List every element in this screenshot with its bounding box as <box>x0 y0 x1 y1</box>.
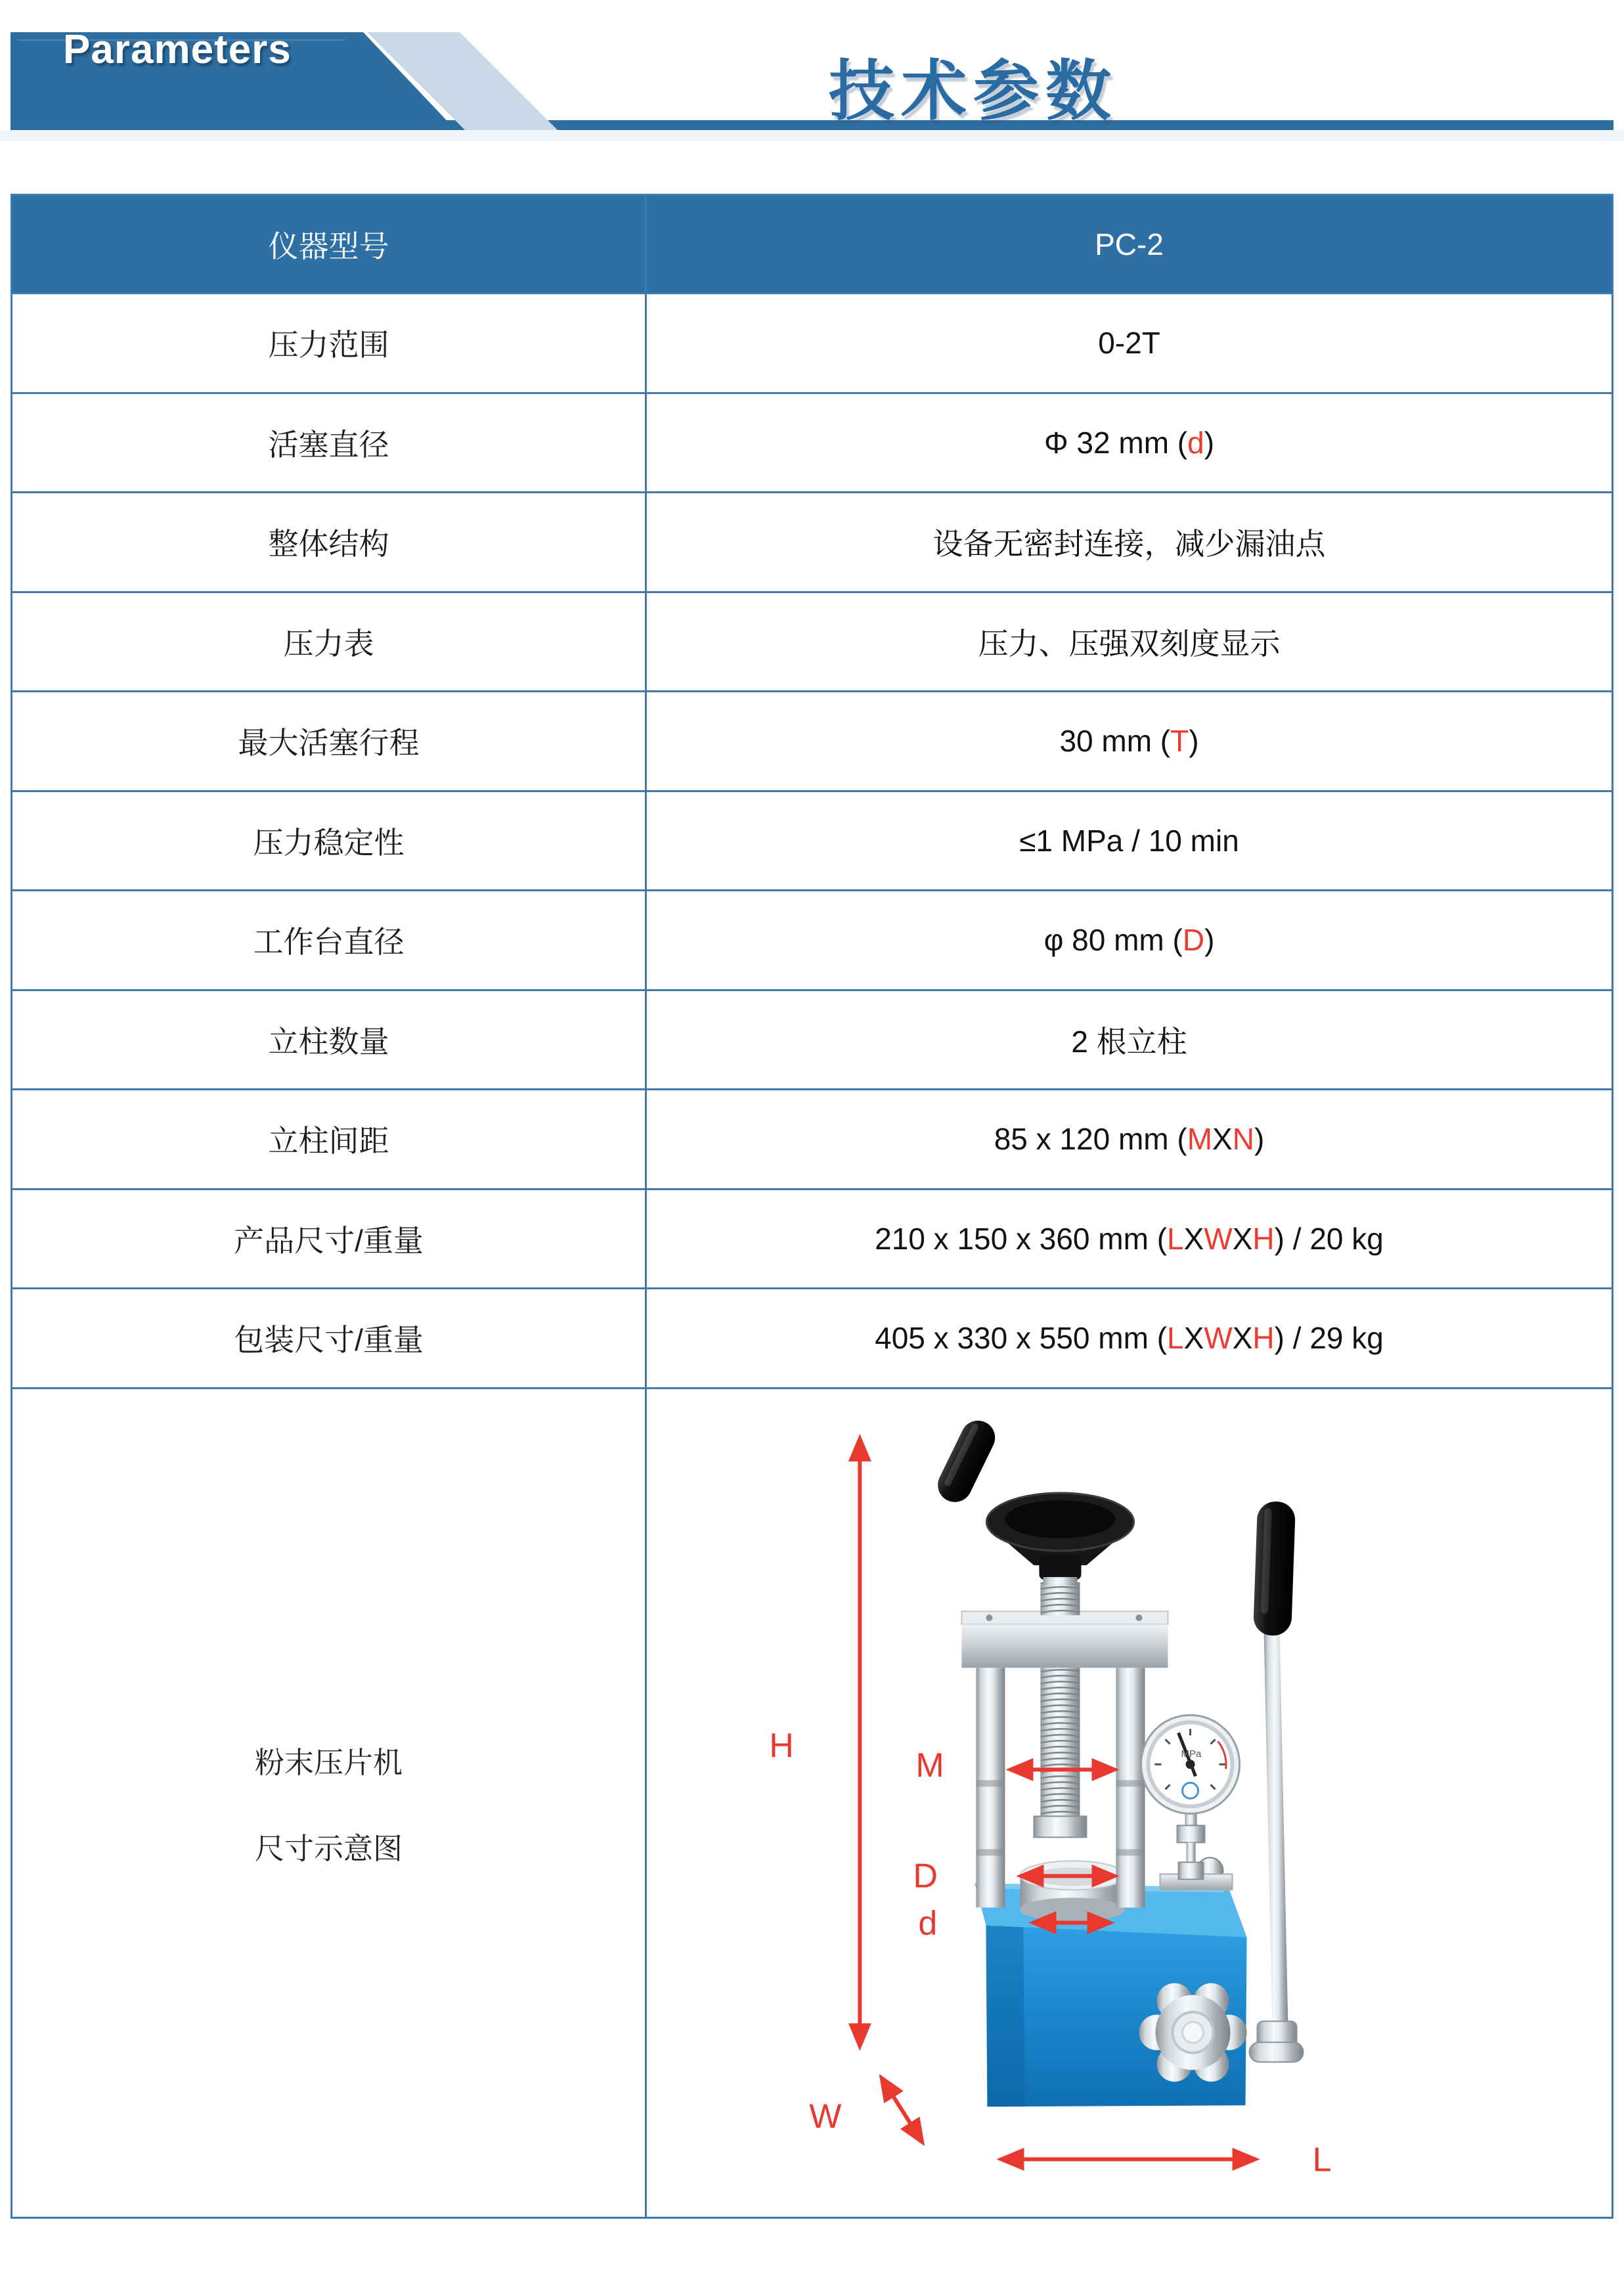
gauge-unit-label: MPa <box>1181 1748 1202 1760</box>
dim-label-w: W <box>809 2097 842 2135</box>
diagram-caption-line1: 粉末压片机 <box>254 1745 403 1779</box>
spec-label: 活塞直径 <box>12 392 647 492</box>
value-segment: ) <box>1204 425 1215 460</box>
spec-value <box>647 889 1612 989</box>
value-segment: 2 根立柱 <box>1071 1024 1187 1059</box>
spec-label: 立柱间距 <box>12 1088 647 1188</box>
spec-label: 立柱数量 <box>12 989 647 1089</box>
header-label-cell: 仪器型号 <box>12 196 647 292</box>
spec-value <box>647 491 1612 591</box>
dimension-arrow-w <box>809 2078 922 2142</box>
value-segment: X <box>1212 1122 1233 1157</box>
dim-label-m: M <box>915 1746 944 1785</box>
handwheel <box>986 1493 1133 1585</box>
value-segment-red: H <box>1252 1321 1275 1356</box>
spec-label: 整体结构 <box>12 491 647 591</box>
value-segment: X <box>1232 1221 1253 1256</box>
spec-label: 产品尺寸/重量 <box>12 1188 647 1288</box>
spec-value <box>647 790 1612 890</box>
dim-label-l: L <box>1312 2140 1332 2179</box>
value-segment: X <box>1183 1221 1204 1256</box>
value-segment: X <box>1183 1321 1204 1356</box>
value-segment: ) / 29 kg <box>1274 1321 1384 1356</box>
value-segment: ) <box>1189 724 1199 759</box>
spec-value <box>647 392 1612 492</box>
dimension-arrow-m <box>915 1746 1114 1785</box>
value-segment: 压力、压强双刻度显示 <box>978 626 1281 661</box>
crank-handle <box>932 1415 1001 1507</box>
value-segment-red: W <box>1204 1221 1233 1256</box>
value-segment: φ 80 mm ( <box>1043 923 1183 958</box>
value-segment: 210 x 150 x 360 mm ( <box>875 1221 1168 1256</box>
banner-under-strip <box>0 130 1624 141</box>
pump-lever <box>1250 1501 1304 2062</box>
spec-label: 工作台直径 <box>12 889 647 989</box>
dim-label-h: H <box>769 1726 794 1765</box>
value-segment: X <box>1232 1321 1253 1356</box>
spec-label: 最大活塞行程 <box>12 690 647 790</box>
header-value-cell: PC-2 <box>647 196 1612 292</box>
value-segment-red: d <box>1187 425 1204 460</box>
dimension-arrow-l <box>1001 2141 1331 2179</box>
value-segment: ≤1 MPa / 10 min <box>1019 823 1239 858</box>
lead-screw-lower <box>1034 1668 1086 1837</box>
press-dimension-diagram <box>647 1389 1612 2217</box>
value-segment: 30 mm ( <box>1059 724 1171 759</box>
spec-table <box>11 194 1613 2219</box>
value-segment: ) <box>1204 923 1215 958</box>
spec-label: 包装尺寸/重量 <box>12 1287 647 1387</box>
spec-value <box>647 1188 1612 1288</box>
value-segment: 0-2T <box>1098 326 1160 361</box>
spec-value <box>647 989 1612 1089</box>
value-segment-red: D <box>1182 923 1205 958</box>
lead-screw-upper <box>1040 1582 1080 1615</box>
value-segment: 85 x 120 mm ( <box>994 1122 1187 1157</box>
dimension-arrow-h <box>769 1438 860 2046</box>
value-segment-red: T <box>1170 724 1189 759</box>
spec-value <box>647 591 1612 691</box>
dim-label-d-upper: D <box>913 1856 938 1895</box>
value-segment-red: H <box>1252 1221 1275 1256</box>
value-segment: ) / 20 kg <box>1274 1221 1384 1256</box>
value-segment-red: L <box>1167 1321 1184 1356</box>
working-table-platen <box>1020 1861 1125 1921</box>
spec-label: 压力表 <box>12 591 647 691</box>
dim-label-d-lower: d <box>918 1903 938 1942</box>
value-segment: Φ 32 mm ( <box>1043 425 1188 460</box>
diagram-cell <box>647 1387 1612 2217</box>
spec-value <box>647 292 1612 392</box>
value-segment-red: W <box>1204 1321 1233 1356</box>
diagram-caption-line2: 尺寸示意图 <box>254 1831 403 1865</box>
page-title: 技术参数 <box>829 55 1118 128</box>
spec-value <box>647 1088 1612 1188</box>
value-segment-red: L <box>1167 1221 1184 1256</box>
spec-value <box>647 1287 1612 1387</box>
value-segment: 405 x 330 x 550 mm ( <box>875 1321 1168 1356</box>
spec-label: 压力稳定性 <box>12 790 647 890</box>
banner-label: Parameters <box>63 27 292 72</box>
value-segment-red: M <box>1187 1122 1213 1157</box>
value-segment-red: N <box>1232 1122 1254 1157</box>
spec-label: 压力范围 <box>12 292 647 392</box>
value-segment: 设备无密封连接，减少漏油点 <box>933 527 1326 562</box>
top-plate <box>961 1611 1168 1668</box>
pressure-gauge <box>1141 1715 1240 1879</box>
spec-value <box>647 690 1612 790</box>
diagram-caption <box>12 1387 647 2217</box>
value-segment: ) <box>1254 1122 1265 1157</box>
